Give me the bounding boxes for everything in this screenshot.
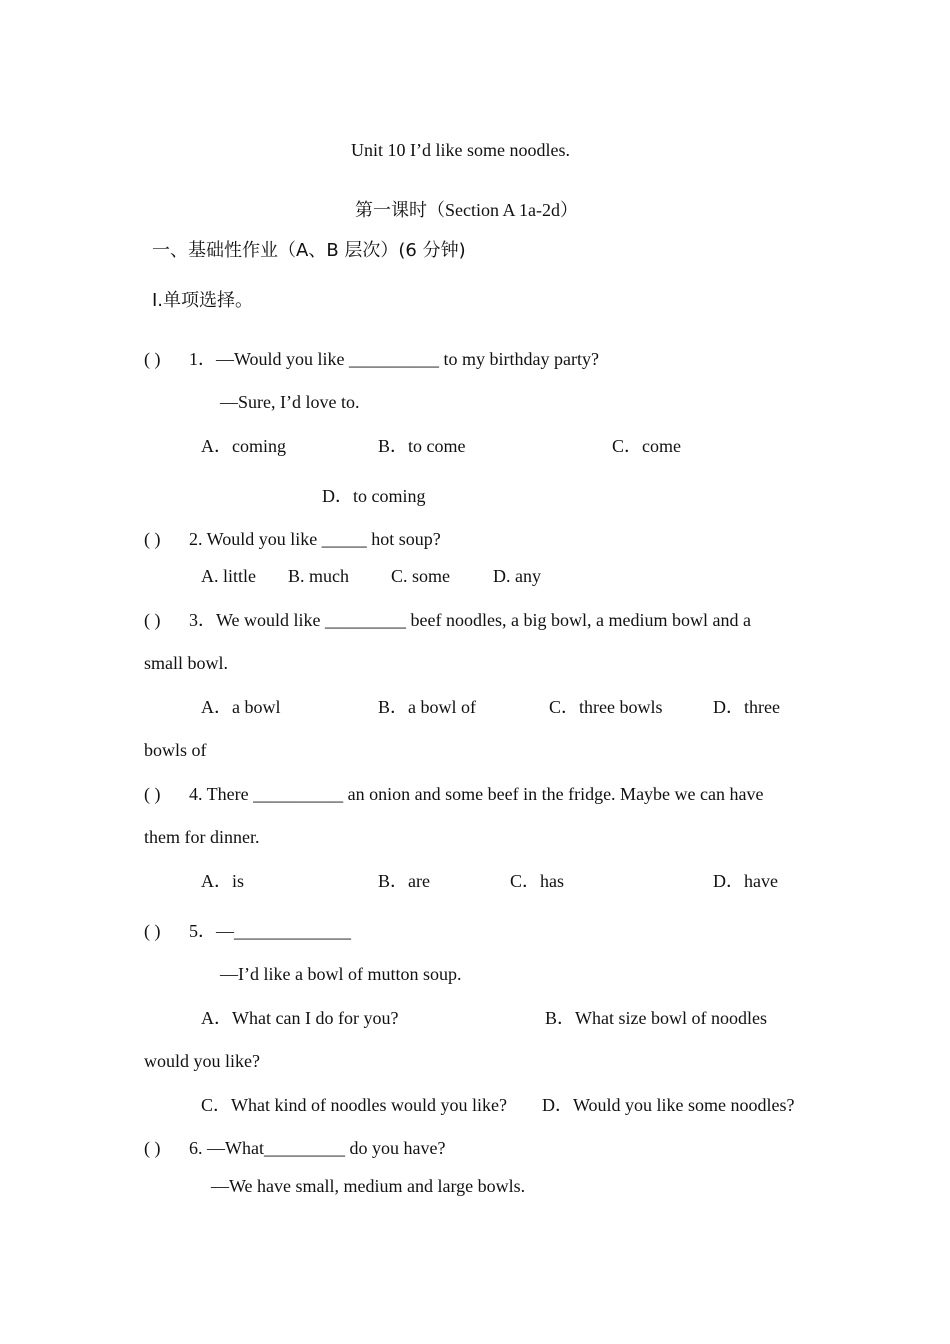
option-a: A．What can I do for you? <box>201 1008 399 1028</box>
option-b: B．What size bowl of noodles <box>545 1008 767 1028</box>
section-heading: 一、基础性作业（A、B 层次）(6 分钟) <box>152 240 466 261</box>
question-stem: 4. There __________ an onion and some beef in the fridge. Maybe we can have <box>189 784 764 804</box>
answer-bracket: ( ) <box>144 1138 161 1158</box>
question-response: —I’d like a bowl of mutton soup. <box>220 964 462 984</box>
option-c: C．three bowls <box>549 697 663 717</box>
question-stem-continued: them for dinner. <box>144 827 260 847</box>
option-c: C. some <box>391 566 451 586</box>
option-b: B．are <box>378 871 430 891</box>
section-subheading: I.单项选择。 <box>152 290 254 311</box>
option-b: B．a bowl of <box>378 697 476 717</box>
option-b: B．to come <box>378 436 466 456</box>
question-stem: 1．—Would you like __________ to my birthday party? <box>189 349 600 369</box>
option-b-continued: would you like? <box>144 1051 260 1071</box>
answer-bracket: ( ) <box>144 610 161 630</box>
option-c: C．What kind of noodles would you like? <box>201 1095 507 1115</box>
option-c: C．come <box>612 436 681 456</box>
option-d: D．to coming <box>322 486 426 506</box>
option-a: A．is <box>201 871 245 891</box>
answer-bracket: ( ) <box>144 349 161 369</box>
answer-bracket: ( ) <box>144 921 161 941</box>
option-d: D．Would you like some noodles? <box>542 1095 795 1115</box>
answer-bracket: ( ) <box>144 784 161 804</box>
option-c: C．has <box>510 871 564 891</box>
question-stem: 5．—_____________ <box>189 921 351 941</box>
unit-title: Unit 10 I’d like some noodles. <box>351 140 570 160</box>
option-d-continued: bowls of <box>144 740 207 760</box>
question-response: —We have small, medium and large bowls. <box>211 1176 526 1196</box>
option-d: D. any <box>493 566 541 586</box>
question-stem: 2. Would you like _____ hot soup? <box>189 529 441 549</box>
option-b: B. much <box>288 566 349 586</box>
lesson-title: 第一课时（Section A 1a-2d） <box>355 200 578 220</box>
option-a: A．coming <box>201 436 286 456</box>
question-stem: 3．We would like _________ beef noodles, a big bowl, a medium bowl and a <box>189 610 751 630</box>
option-a: A．a bowl <box>201 697 281 717</box>
option-d: D．three <box>713 697 780 717</box>
question-response: —Sure, I’d love to. <box>220 392 360 412</box>
option-d: D．have <box>713 871 778 891</box>
question-stem: 6. —What_________ do you have? <box>189 1138 446 1158</box>
answer-bracket: ( ) <box>144 529 161 549</box>
option-a: A. little <box>201 566 256 586</box>
question-stem-continued: small bowl. <box>144 653 228 673</box>
